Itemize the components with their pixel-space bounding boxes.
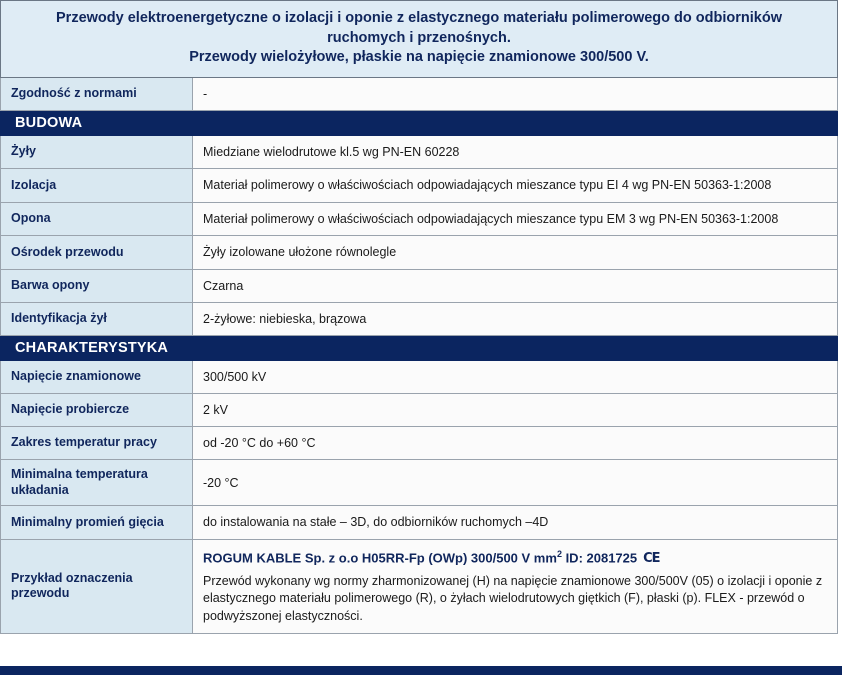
row-label-izolacja: Izolacja — [1, 168, 193, 202]
table-row — [1, 269, 838, 302]
section-heading-label: BUDOWA — [1, 110, 838, 135]
example-code-prefix: ROGUM KABLE Sp. z o.o H05RR-Fp (OWp) 300/500 V mm — [203, 549, 557, 565]
row-label-barwa-opony: Barwa opony — [1, 269, 193, 302]
row-value-napiecie-probiercze: 2 kV — [193, 393, 838, 426]
section-heading-label: CHARAKTERYSTYKA — [1, 335, 838, 360]
table-row-zgodnosc — [1, 77, 838, 110]
table-row — [1, 360, 838, 393]
row-label-osrodek-przewodu: Ośrodek przewodu — [1, 236, 193, 269]
table-row — [1, 168, 838, 202]
row-label-zgodnosc: Zgodność z normami — [1, 77, 193, 110]
row-value-barwa-opony: Czarna — [193, 269, 838, 302]
document-title — [1, 1, 838, 78]
table-row — [1, 393, 838, 426]
table-row — [1, 506, 838, 539]
row-value-identyfikacja-zyl: 2-żyłowe: niebieska, brązowa — [193, 302, 838, 335]
row-value-zyly: Miedziane wielodrutowe kl.5 wg PN-EN 60228 — [193, 135, 838, 168]
row-label-napiecie-znamionowe: Napięcie znamionowe — [1, 360, 193, 393]
row-value-osrodek-przewodu: Żyły izolowane ułożone równolegle — [193, 236, 838, 269]
row-label-napiecie-probiercze: Napięcie probiercze — [1, 393, 193, 426]
ce-mark-icon: CE — [643, 550, 660, 566]
row-value-napiecie-znamionowe: 300/500 kV — [193, 360, 838, 393]
table-row — [1, 135, 838, 168]
row-label-zakres-temperatur-pracy: Zakres temperatur pracy — [1, 427, 193, 460]
section-header-charakterystyka — [1, 335, 838, 360]
table-row — [1, 236, 838, 269]
bottom-accent-bar — [0, 666, 842, 675]
table-row — [1, 202, 838, 236]
row-value-minimalna-temperatura-ukladania: -20 °C — [193, 460, 838, 506]
row-value-izolacja: Materiał polimerowy o właściwościach odpowiadających mieszance typu EI 4 wg PN-EN 50363-1:2008 — [193, 168, 838, 202]
table-row — [1, 427, 838, 460]
row-label-przyklad-oznaczenia: Przykład oznaczenia przewodu — [1, 539, 193, 633]
row-label-minimalna-temperatura-ukladania: Minimalna temperatura układania — [1, 460, 193, 506]
row-label-minimalny-promien-giecia: Minimalny promień gięcia — [1, 506, 193, 539]
example-product-code — [203, 548, 827, 569]
title-line-3: Przewody wielożyłowe, płaskie na napięcie znamionowe 300/500 V. — [189, 49, 649, 66]
example-code-superscript: 2 — [556, 548, 562, 559]
row-value-zakres-temperatur-pracy: od -20 °C do +60 °C — [193, 427, 838, 460]
row-value-minimalny-promien-giecia: do instalowania na stałe – 3D, do odbiorników ruchomych –4D — [193, 506, 838, 539]
row-label-opona: Opona — [1, 202, 193, 236]
row-value-przyklad-oznaczenia — [193, 539, 838, 633]
row-label-zyly: Żyły — [1, 135, 193, 168]
section-header-budowa — [1, 110, 838, 135]
row-value-opona: Materiał polimerowy o właściwościach odpowiadających mieszance typu EM 3 wg PN-EN 50363-1:2008 — [193, 202, 838, 236]
table-row — [1, 460, 838, 506]
title-row — [1, 1, 838, 78]
table-row — [1, 302, 838, 335]
title-line-1: Przewody elektroenergetyczne o izolacji i oponie z elastycznego materiału polimerowego do odbiorników — [56, 10, 782, 26]
title-line-2: ruchomych i przenośnych. — [327, 29, 511, 46]
row-label-identyfikacja-zyl: Identyfikacja żył — [1, 302, 193, 335]
example-code-suffix: ID: 2081725 — [561, 549, 638, 565]
row-value-zgodnosc: - — [193, 77, 838, 110]
example-description: Przewód wykonany wg normy zharmonizowanej (H) na napięcie znamionowe 300/500V (05) o izolacji i oponie z elastycznego materiału polimerowego (R), o żyłach wielodrutowych giętkich (F), płaski (p). FLEX - przewód o podwyższonej elastyczności. — [203, 573, 823, 624]
table-row-example — [1, 539, 838, 633]
